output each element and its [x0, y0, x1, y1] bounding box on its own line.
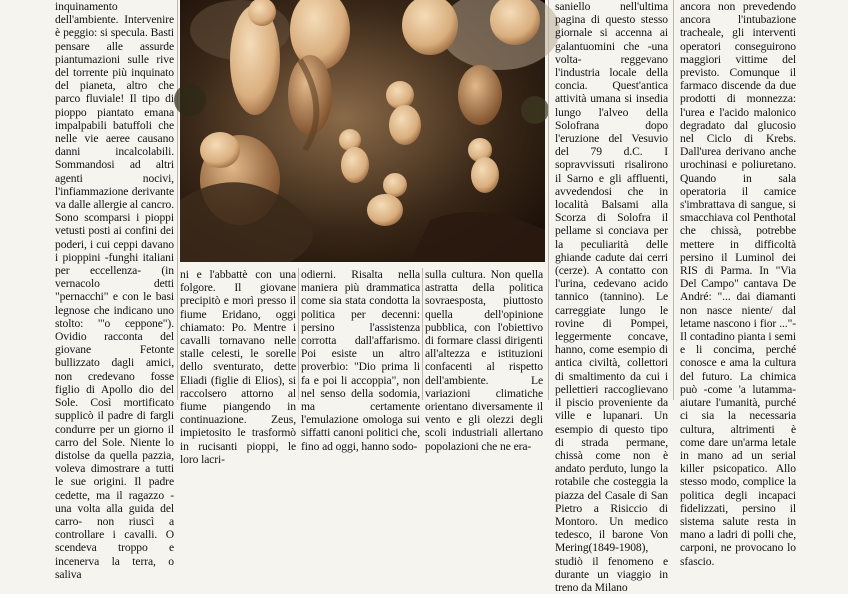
column-5 — [555, 0, 668, 594]
column-3-text: odierni. Risalta nella maniera più drammatica come sia stata condotta la politica per decenni: persino l'assistenza corrotta dall'affarismo. Poi esiste un altro proverbio: "Dio prima li fa e poi li accoppia", non nel senso della sodomia, ma certamente l'emulazione omologa sui siffatti canoni politici che, fino ad oggi, hanno sodo- — [301, 268, 420, 453]
column-5-text: saniello nell'ultima pagina di questo stesso giornale si accenna ai galantuomini che -una volta- reggevano l'industria locale della concia. Quest'antica attività umana si insedia lungo l'alveo della Solofrana dopo l'eruzione del Vesuvio del 79 d.C. I sopravvissuti risalirono il Sarno e gli affluenti, avvedendosi che in località Balsami alla Scorza di Solofra il pellame si conciava per la peculiarità delle ghiande cadute dai cerri (cerze). A contatto con l'urina, cedevano acido tannico (tannino). Le carreggiate lungo le rovine di Pompei, leggermente concave, hanno, come esempio di antica civiltà, collettori di smaltimento da cui i pellettieri raccoglievano il piscio proveniente da ville e lupanari. Un esempio di questo tipo di strada permane, chissà come non è andato perduto, lungo la rotabile che costeggia la piazza del Casale di San Pietro a Risiccio di Montoro. Un medico tedesco, il barone Von Mering(1849-1908), studiò il fenomeno e durante un viaggio in treno da Milano — [555, 0, 668, 594]
column-divider — [548, 0, 549, 400]
column-divider — [298, 268, 299, 400]
column-divider — [673, 0, 674, 400]
column-6-text: ancora non prevedendo ancora l'intubazione tracheale, gli interventi operatori conseguirono maggiori vittime del previsto. Comunque il farmaco discende da due prodotti di monnezza: l'urea e l'acido malonico degradato dal glucosio nel Ciclo di Krebs. Dall'urea derivano anche urochinasi e poliuretano. Quando in sala operatoria il camice s'imbrattava di sangue, si smacchiava col Penthotal che chissà, potrebbe mettere in difficoltà persino il Luminol dei RIS di Parma. In "Via Del Campo" cantava De André: "... dai diamanti non nasce niente/ dal letame nascono i fior ..."- Il contadino pianta i semi e li concima, perché conosce e ama la cultura del futuro. La chimica può -come 'a lutamma- aiutare l'umanità, purché ci sia la necessaria cultura, altrimenti è come dare un'arma letale in mano ad un serial killer psicopatico. Allo stesso modo, complice la politica degli incapaci fidelizzati, persino il sistema salute resta in mano a ladri di polli che, carponi, ne provocano lo sfascio. — [680, 0, 796, 568]
column-4 — [425, 268, 543, 453]
column-1 — [55, 0, 174, 581]
column-1-text: inquinamento dell'ambiente. Intervenire è peggio: si specula. Basti pensare alle assurde piantumazioni sulle rive del torrente più inquinato del pianeta, altro che parco fluviale! Il tipo di pioppo piantato emana impalpabili batuffoli che nelle vie aeree causano danni incalcolabili. Sommandosi ad altri agenti nocivi, l'infiammazione derivante va dalle allergie al cancro. Sono scomparsi i pioppi vetusti posti ai confini dei poderi, i cui ceppi davano i pioppini -funghi italiani per eccellenza- (in vernacolo detti "pernacchi" e con le basi legnose che indicano uno stolto: "'o ceppone"). Ovidio racconta del giovane Fetonte bullizzato dagli amici, non credevano fosse figlio di Apollo dio del Sole. Così mortificato supplicò il padre di fargli condurre per un giorno il carro del Sole. Niente lo distolse da quella pazzia, voleva dimostrare a tutti le sue origini. Il padre cedette, ma il ragazzo -una volta alla guida del carro- non riuscì a controllare i cavalli. O scendeva troppo e incenerva la terra, o saliva — [55, 0, 174, 581]
column-divider — [422, 268, 423, 400]
column-4-text: sulla cultura. Non quella astratta della politica sovraesposta, piuttosto quella dell'opinione pubblica, con l'obiettivo di formare classi dirigenti all'altezza e istituzioni confacenti al rispetto dell'ambiente. Le variazioni climatiche orientano diversamente il vento e gli olezzi degli scoli industriali allertano popolazioni che ne era- — [425, 268, 543, 453]
column-2 — [180, 268, 296, 466]
painting-figures-icon — [180, 0, 545, 262]
column-6 — [680, 0, 796, 568]
column-2-text: ni e l'abbattè con una folgore. Il giovane precipitò e morì presso il fiume Eridano, oggi chiamato: Po. Mentre i cavalli tornavano nelle stalle celesti, le sorelle dello sventurato, dette Eliadi (figlie di Elios), si raccolsero attorno al fiume piangendo in continuazione. Zeus, impietosito le trasformò in rucisanti pioppi, le loro lacri- — [180, 268, 296, 466]
column-divider — [177, 0, 178, 400]
column-3 — [301, 268, 420, 453]
painting-illustration — [180, 0, 545, 262]
